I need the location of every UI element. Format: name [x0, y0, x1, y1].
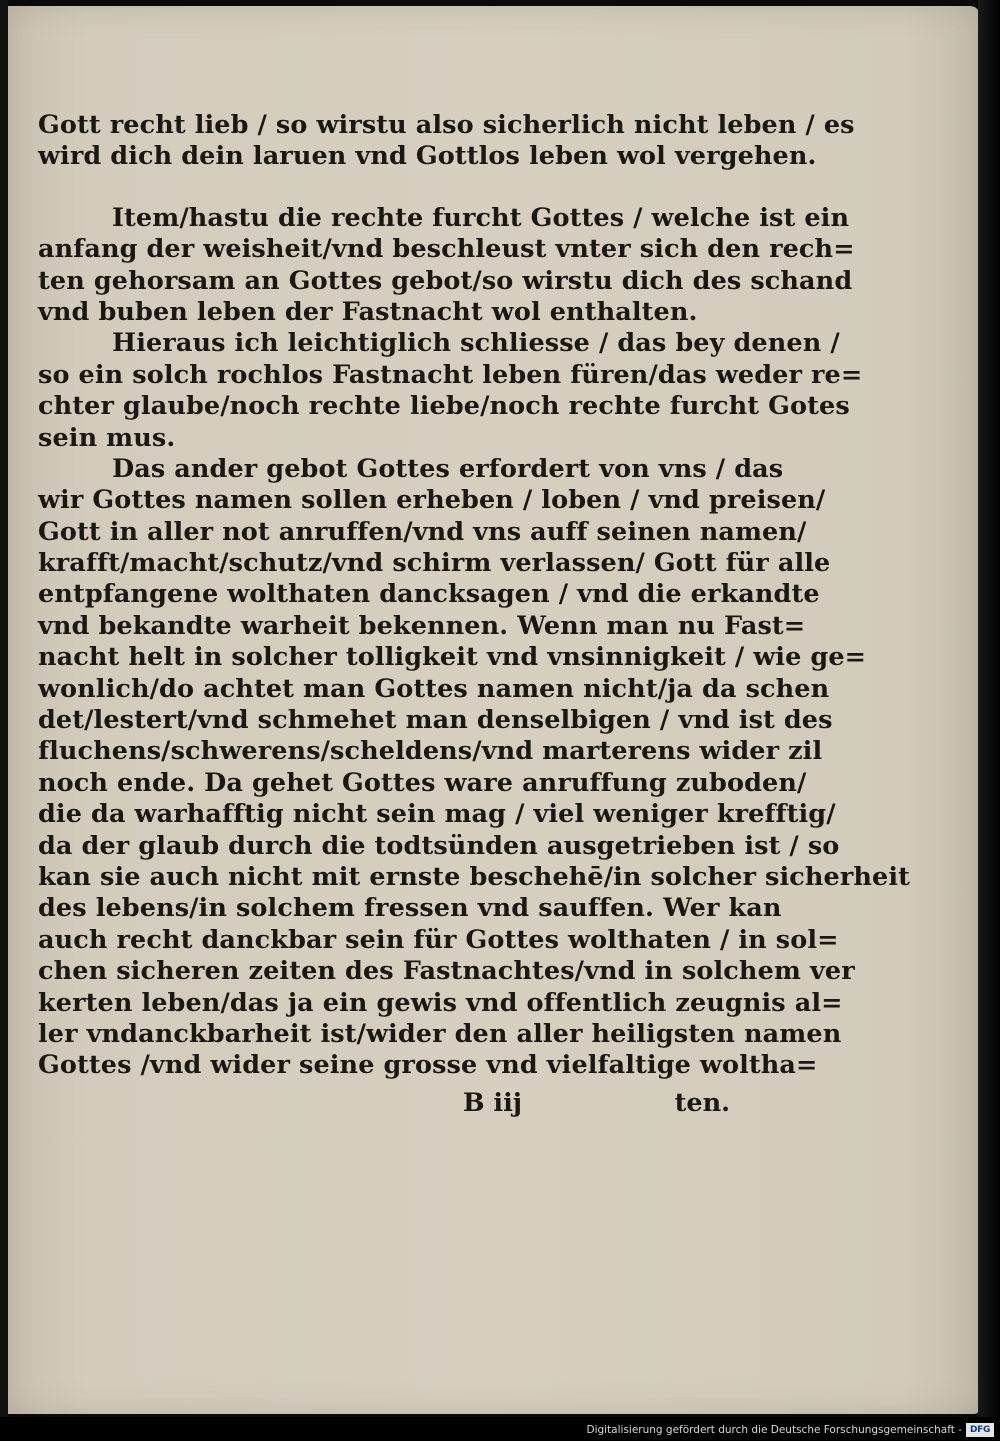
text-line: die da warhafftig nicht sein mag / viel weniger krefftig/	[38, 799, 836, 830]
text-line: Gottes /vnd wider seine grosse vnd vielfaltige woltha=	[38, 1050, 818, 1081]
page-left-edge	[0, 0, 8, 1420]
page-right-shadow	[978, 0, 1000, 1420]
text-line: auch recht danckbar sein für Gottes wolthaten / in sol=	[38, 924, 839, 955]
text-line: Gott recht lieb / so wirstu also sicherlich nicht leben / es	[38, 110, 855, 140]
text-line: so ein solch rochlos Fastnacht leben füren/das weder re=	[38, 359, 863, 390]
catchword: ten.	[674, 1088, 730, 1118]
text-line: vnd bekandte warheit bekennen. Wenn man nu Fast=	[38, 610, 806, 641]
text-line: chter glaube/noch rechte liebe/noch rechte furcht Gotes	[38, 391, 850, 422]
text-line: Item/hastu die rechte furcht Gottes / welche ist ein	[112, 202, 850, 233]
text-line: kerten leben/das ja ein gewis vnd offentlich zeugnis al=	[38, 987, 843, 1018]
text-line: wird dich dein laruen vnd Gottlos leben wol vergehen.	[38, 141, 817, 172]
text-line: fluchens/schwerens/scheldens/vnd marterens wider zil	[38, 736, 823, 767]
text-line: wonlich/do achtet man Gottes namen nicht/ja da schen	[38, 673, 830, 704]
text-line: Gott in aller not anruffen/vnd vns auff seinen namen/	[38, 516, 807, 547]
text-line: ler vndanckbarheit ist/wider den aller heiligsten namen	[38, 1018, 842, 1049]
paragraph-gap	[38, 173, 738, 203]
book-page	[8, 6, 980, 1414]
text-line: det/lestert/vnd schmehet man denselbigen / vnd ist des	[38, 705, 833, 736]
page-footer-line	[38, 1084, 738, 1124]
text-line: kan sie auch nicht mit ernste beschehē/in solcher sicherheit	[38, 861, 911, 892]
signature-mark: B iij	[463, 1088, 523, 1118]
text-line: des lebens/in solchem fressen vnd sauffen. Wer kan	[38, 893, 782, 924]
text-line: sein mus.	[38, 422, 176, 453]
text-line: da der glaub durch die todtsünden ausgetrieben ist / so	[38, 830, 840, 861]
text-line: Hieraus ich leichtiglich schliesse / das bey denen /	[112, 328, 840, 359]
text-line: chen sicheren zeiten des Fastnachtes/vnd in solchem ver	[38, 956, 855, 987]
text-line: anfang der weisheit/vnd beschleust vnter sich den rech=	[38, 234, 855, 265]
text-line: nacht helt in solcher tolligkeit vnd vnsinnigkeit / wie ge=	[38, 642, 867, 673]
text-line: Das ander gebot Gottes erfordert von vns / das	[112, 453, 784, 484]
text-line: entpfangene wolthaten dancksagen / vnd die erkandte	[38, 579, 820, 610]
credit-bar	[0, 1417, 1000, 1441]
dfg-logo-icon: DFG	[966, 1423, 994, 1437]
text-line: krafft/macht/schutz/vnd schirm verlassen/ Gott für alle	[38, 548, 831, 579]
text-line: noch ende. Da gehet Gottes ware anruffung zuboden/	[38, 767, 807, 798]
text-line: vnd buben leben der Fastnacht wol enthalten.	[38, 296, 698, 327]
text-line: wir Gottes namen sollen erheben / loben / vnd preisen/	[38, 485, 826, 516]
digitization-credit: Digitalisierung gefördert durch die Deutsche Forschungsgemeinschaft -	[586, 1424, 962, 1436]
text-line: ten gehorsam an Gottes gebot/so wirstu dich des schand	[38, 265, 853, 296]
page-text-block	[38, 110, 911, 1082]
